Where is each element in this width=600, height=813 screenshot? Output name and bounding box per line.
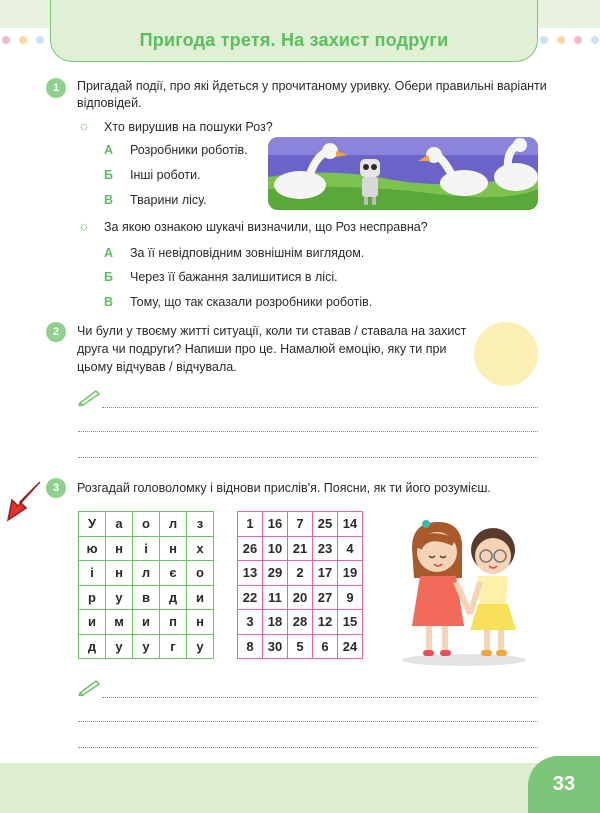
number-cell: 18 xyxy=(263,610,288,635)
number-cell: 5 xyxy=(288,634,313,659)
writing-line[interactable] xyxy=(102,697,538,698)
letter-cell: і xyxy=(79,561,106,586)
number-cell: 14 xyxy=(338,512,363,537)
number-cell: 30 xyxy=(263,634,288,659)
pencil-icon xyxy=(78,678,102,696)
task-2-line-3: цьому відчував / відчувала. xyxy=(77,360,237,374)
letter-cell: У xyxy=(79,512,106,537)
letter-cell: н xyxy=(187,610,214,635)
red-arrow-icon xyxy=(4,480,42,522)
letter-cell: у xyxy=(187,634,214,659)
number-cell: 21 xyxy=(288,536,313,561)
letter-cell: є xyxy=(160,561,187,586)
letter-cell: л xyxy=(133,561,160,586)
option-text[interactable]: За її невідповідним зовнішнім виглядом. xyxy=(130,246,365,260)
task-2-line-2: друга чи подруги? Напиши про це. Намалюй емоцію, яку ти при xyxy=(77,342,447,356)
letter-cell: н xyxy=(106,561,133,586)
number-cell: 1 xyxy=(238,512,263,537)
number-cell: 20 xyxy=(288,585,313,610)
option-letter: Б xyxy=(104,168,113,182)
sun-icon: ☼ xyxy=(78,218,90,233)
number-cell: 3 xyxy=(238,610,263,635)
task-1-intro: Пригадай події, про які йдеться у прочитаному уривку. Обери правильні варіанти xyxy=(77,79,547,93)
letter-cell: и xyxy=(187,585,214,610)
writing-line[interactable] xyxy=(78,431,538,432)
task-3-text: Розгадай головоломку і віднови прислів'я. Поясни, як ти його розумієш. xyxy=(77,481,491,495)
letter-puzzle-grid xyxy=(78,511,214,659)
letter-cell: р xyxy=(79,585,106,610)
number-cell: 28 xyxy=(288,610,313,635)
emotion-drawing-circle[interactable] xyxy=(474,322,538,386)
option-text[interactable]: Розробники роботів. xyxy=(130,143,248,157)
option-letter: А xyxy=(104,143,114,157)
number-cell: 26 xyxy=(238,536,263,561)
letter-cell: у xyxy=(106,585,133,610)
option-text[interactable]: Тварини лісу. xyxy=(130,193,207,207)
letter-cell: л xyxy=(160,512,187,537)
number-cell: 2 xyxy=(288,561,313,586)
page-number: 33 xyxy=(528,756,600,813)
number-cell: 8 xyxy=(238,634,263,659)
letter-cell: н xyxy=(106,536,133,561)
letter-cell: н xyxy=(160,536,187,561)
letter-cell: х xyxy=(187,536,214,561)
letter-cell: д xyxy=(79,634,106,659)
letter-cell: з xyxy=(187,512,214,537)
number-cell: 29 xyxy=(263,561,288,586)
number-cell: 6 xyxy=(313,634,338,659)
task-1-intro-cont: відповідей. xyxy=(77,96,142,110)
number-cell: 19 xyxy=(338,561,363,586)
letter-cell: о xyxy=(187,561,214,586)
number-cell: 9 xyxy=(338,585,363,610)
letter-cell: и xyxy=(133,610,160,635)
letter-cell: у xyxy=(106,634,133,659)
task-2-number: 2 xyxy=(46,322,66,342)
decorative-dots-right xyxy=(540,36,599,46)
letter-cell: и xyxy=(79,610,106,635)
number-cell: 23 xyxy=(313,536,338,561)
task-1-number: 1 xyxy=(46,78,66,98)
number-cell: 16 xyxy=(263,512,288,537)
option-letter: А xyxy=(104,246,114,260)
number-cell: 11 xyxy=(263,585,288,610)
number-cell: 17 xyxy=(313,561,338,586)
task-2-line-1: Чи були у твоєму житті ситуації, коли ти ставав / ставала на захист xyxy=(77,324,467,338)
option-text[interactable]: Інші роботи. xyxy=(130,168,201,182)
option-text[interactable]: Через її бажання залишитися в лісі. xyxy=(130,270,338,284)
option-text[interactable]: Тому, що так сказали розробники роботів. xyxy=(130,295,373,309)
number-cell: 13 xyxy=(238,561,263,586)
geese-robot-illustration xyxy=(268,137,538,210)
option-letter: В xyxy=(104,193,114,207)
writing-line[interactable] xyxy=(78,747,538,748)
letter-cell: в xyxy=(133,585,160,610)
option-letter: Б xyxy=(104,270,113,284)
letter-cell: г xyxy=(160,634,187,659)
letter-cell: у xyxy=(133,634,160,659)
letter-cell: д xyxy=(160,585,187,610)
sun-icon: ☼ xyxy=(78,118,90,133)
number-cell: 4 xyxy=(338,536,363,561)
task-1-q1: Хто вирушив на пошуки Роз? xyxy=(104,120,273,134)
task-3-number: 3 xyxy=(46,478,66,498)
footer-band xyxy=(0,763,600,813)
number-cell: 22 xyxy=(238,585,263,610)
letter-cell: і xyxy=(133,536,160,561)
number-cell: 12 xyxy=(313,610,338,635)
option-letter: В xyxy=(104,295,114,309)
number-cell: 24 xyxy=(338,634,363,659)
letter-cell: м xyxy=(106,610,133,635)
letter-cell: ю xyxy=(79,536,106,561)
number-cell: 27 xyxy=(313,585,338,610)
number-cell: 15 xyxy=(338,610,363,635)
page-title: Пригода третя. На захист подруги xyxy=(139,30,449,50)
number-cell: 10 xyxy=(263,536,288,561)
letter-cell: о xyxy=(133,512,160,537)
writing-line[interactable] xyxy=(102,407,538,408)
writing-line[interactable] xyxy=(78,457,538,458)
letter-cell: а xyxy=(106,512,133,537)
writing-line[interactable] xyxy=(78,721,538,722)
header-title-tab xyxy=(50,0,538,62)
number-cell: 7 xyxy=(288,512,313,537)
number-puzzle-grid xyxy=(237,511,363,659)
letter-cell: п xyxy=(160,610,187,635)
two-girls-illustration xyxy=(398,518,530,668)
pencil-icon xyxy=(78,388,102,406)
task-1-q2: За якою ознакою шукачі визначили, що Роз несправна? xyxy=(104,220,428,234)
number-cell: 25 xyxy=(313,512,338,537)
